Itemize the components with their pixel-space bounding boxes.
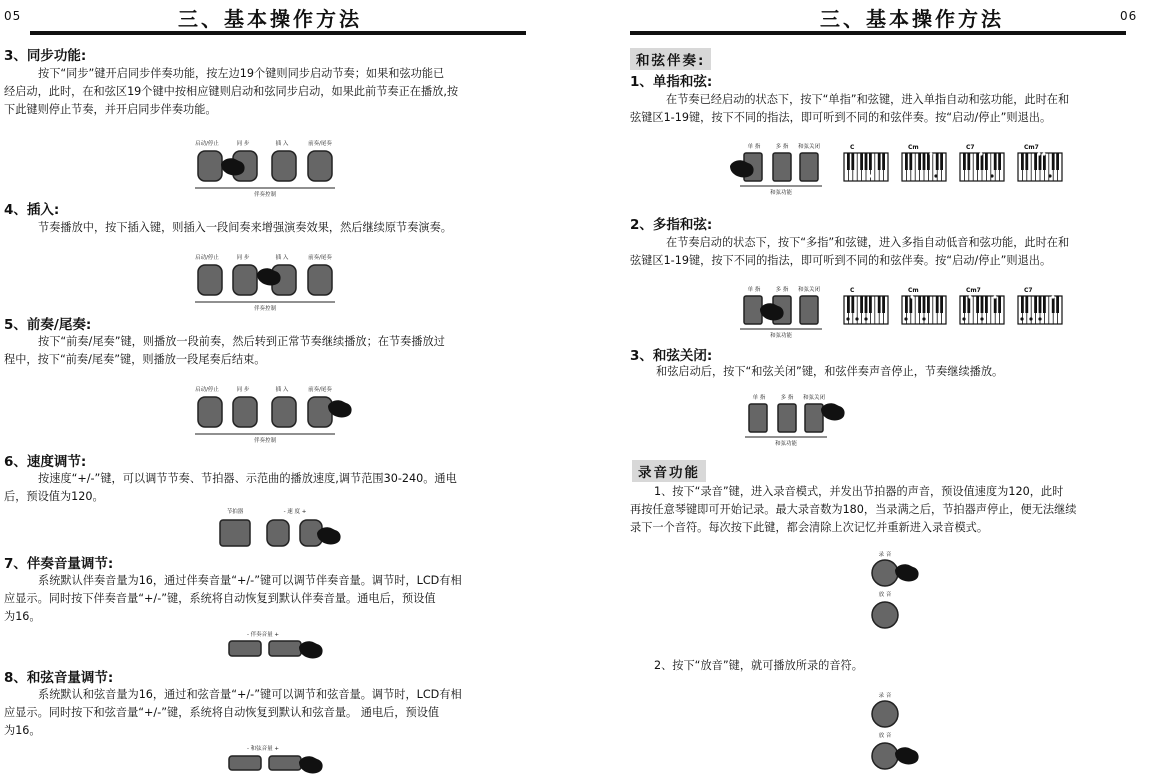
svg-text:单 指: 单 指 [752, 395, 766, 401]
svg-text:同 步: 同 步 [236, 387, 250, 393]
svg-text:伴奏控制: 伴奏控制 [253, 192, 277, 198]
play-button [872, 602, 898, 628]
header-rule [630, 31, 1126, 35]
svg-text:- 伴奏音量 +: - 伴奏音量 + [246, 632, 280, 638]
page-title: 三、基本操作方法 [820, 7, 1004, 31]
svg-text:Cm7: Cm7 [966, 287, 981, 294]
svg-text:插 入: 插 入 [275, 141, 289, 147]
section-heading: 7、伴奏音量调节: [4, 556, 114, 572]
section-text: 系统默认伴奏音量为16，通过伴奏音量“+/-”键可以调节伴奏音量。调节时，LCD有相 应显示。同时按下伴奏音量“+/-”键，系统将自动恢复到默认伴奏音量。通电后，预设值 为16。 [4, 574, 462, 623]
hand-icon [299, 756, 323, 773]
svg-text:多 指: 多 指 [780, 395, 794, 401]
svg-text:伴奏控制: 伴奏控制 [253, 306, 277, 312]
hand-icon [821, 403, 845, 420]
section-heading: 6、速度调节: [4, 454, 87, 470]
section-text: 在节奏启动的状态下，按下“多指”和弦键，进入多指自动低音和弦功能，此时在和 弦键区1-19键，按下不同的指法，即可听到不同的和弦伴奏。按“启动/停止”则退出。 [630, 236, 1070, 267]
svg-text:多 指: 多 指 [775, 287, 789, 293]
intro-ending-diagram [195, 384, 360, 446]
hand-icon [895, 747, 919, 764]
accomp-volume-down-button [229, 641, 261, 656]
section-heading: 2、多指和弦: [630, 217, 713, 233]
play-diagram [865, 689, 935, 778]
header-rule [30, 31, 526, 35]
section-heading: 5、前奏/尾奏: [4, 317, 92, 333]
chord-off-diagram [745, 391, 865, 449]
section-heading: 8、和弦音量调节: [4, 670, 114, 686]
svg-text:放 音: 放 音 [878, 733, 892, 739]
svg-text:单 指: 单 指 [747, 287, 761, 293]
right-page [620, 0, 1159, 778]
section-text: 节奏播放中，按下插入键，则插入一段间奏来增强演奏效果，然后继续原节奏演奏。 [38, 221, 452, 234]
hand-icon [299, 641, 323, 658]
left-page [0, 0, 540, 778]
svg-text:- 速 度 +: - 速 度 + [283, 509, 307, 515]
svg-text:启动/停止: 启动/停止 [195, 255, 219, 261]
record-diagram [865, 548, 935, 634]
section-heading: 4、插入: [4, 202, 60, 218]
svg-text:- 和弦音量 +: - 和弦音量 + [246, 746, 280, 752]
svg-text:和弦功能: 和弦功能 [769, 333, 793, 339]
svg-text:C: C [850, 287, 855, 294]
svg-text:Cm7: Cm7 [1024, 144, 1039, 151]
start-stop-button [198, 151, 222, 181]
chord-volume-down-button [229, 756, 261, 770]
svg-text:和弦关闭: 和弦关闭 [802, 395, 826, 401]
section-heading: 3、和弦关闭: [630, 348, 713, 364]
section-heading: 1、单指和弦: [630, 74, 713, 90]
svg-text:启动/停止: 启动/停止 [195, 387, 219, 393]
svg-text:C7: C7 [966, 144, 975, 151]
page-number: 06 [1120, 9, 1138, 23]
svg-text:和弦关闭: 和弦关闭 [797, 144, 821, 150]
svg-text:单 指: 单 指 [747, 144, 761, 150]
svg-text:Cm: Cm [908, 287, 919, 294]
page-title: 三、基本操作方法 [178, 7, 362, 31]
accomp-control-diagram [195, 138, 345, 200]
keyboard-icon [960, 153, 1004, 181]
section-heading: 3、同步功能: [4, 48, 87, 64]
svg-text:和弦功能: 和弦功能 [769, 190, 793, 196]
accomp-volume-diagram [225, 628, 335, 662]
svg-text:录 音: 录 音 [878, 693, 892, 699]
svg-text:同 步: 同 步 [236, 141, 250, 147]
tempo-diagram [215, 505, 355, 551]
section-text: 按下“前奏/尾奏”键，则播放一段前奏，然后转到正常节奏继续播放；在节奏播放过 程中，按下“前奏/尾奏”键，则播放一段尾奏后结束。 [4, 335, 445, 366]
svg-text:C: C [850, 144, 855, 151]
section-text: 在节奏已经启动的状态下，按下“单指”和弦键，进入单指自动和弦功能，此时在和 弦键区1-19键，按下不同的指法，即可听到不同的和弦伴奏。按“启动/停止”则退出。 [630, 93, 1070, 124]
play-text: 2、按下“放音”键，就可播放所录的音符。 [654, 659, 863, 672]
svg-text:节拍器: 节拍器 [226, 509, 244, 515]
section-text: 和弦启动后，按下“和弦关闭”键，和弦伴奏声音停止，节奏继续播放。 [656, 365, 1004, 378]
section-text: 按下“同步”键开启同步伴奏功能，按左边19个键则同步启动节奏；如果和弦功能已 经启动，此时，在和弦区19个键中按相应键则启动和弦同步启动，如果此前节奏正在播放,按 下此键则停止节奏，并开启同步伴奏功能。 [4, 67, 459, 116]
accomp-volume-up-button [269, 641, 301, 656]
svg-text:和弦功能: 和弦功能 [774, 441, 798, 447]
svg-text:伴奏控制: 伴奏控制 [253, 438, 277, 444]
svg-text:同 步: 同 步 [236, 255, 250, 261]
svg-text:启动/停止: 启动/停止 [195, 141, 219, 147]
metronome-button [220, 520, 250, 546]
svg-text:录 音: 录 音 [878, 552, 892, 558]
multi-finger-diagram [730, 283, 1100, 341]
record-function-label: 录音功能 [632, 460, 706, 482]
svg-text:插 入: 插 入 [275, 387, 289, 393]
svg-text:前奏/尾奏: 前奏/尾奏 [308, 141, 332, 147]
svg-text:多 指: 多 指 [775, 144, 789, 150]
single-finger-diagram [730, 140, 1100, 198]
chord-volume-diagram [225, 742, 335, 776]
record-text: 1、按下“录音”键，进入录音模式，并发出节拍器的声音，预设值速度为120，此时 再按任意琴键即可开始记录。最大录音数为180，当录满之后，节拍器声停止，便无法继续 录下一个音符。每次按下此键，都会清除上次记忆并重新进入录音模式。 [630, 485, 1077, 534]
svg-text:前奏/尾奏: 前奏/尾奏 [308, 387, 332, 393]
fill-button [272, 151, 296, 181]
keyboard-icon [902, 153, 946, 181]
tempo-down-button [267, 520, 289, 546]
keyboard-icon [844, 153, 888, 181]
intro-ending-button [308, 151, 332, 181]
svg-text:放 音: 放 音 [878, 592, 892, 598]
page-number: 05 [4, 9, 22, 23]
section-text: 按速度“+/-”键，可以调节节奏、节拍器、示范曲的播放速度,调节范围30-240。通电 后，预设值为120。 [4, 472, 457, 503]
hand-icon [895, 564, 919, 581]
chord-volume-up-button [269, 756, 301, 770]
svg-text:和弦关闭: 和弦关闭 [797, 287, 821, 293]
keyboard-icon [1018, 153, 1062, 181]
svg-text:C7: C7 [1024, 287, 1033, 294]
chord-accomp-label: 和弦伴奏: [630, 48, 711, 70]
fill-diagram [195, 252, 345, 314]
record-button [872, 560, 898, 586]
svg-text:Cm: Cm [908, 144, 919, 151]
section-text: 系统默认和弦音量为16，通过和弦音量“+/-”键可以调节和弦音量。调节时，LCD有相 应显示。同时按下和弦音量“+/-”键，系统将自动恢复到默认和弦音量。 通电后，预设值 为16。 [4, 688, 462, 737]
svg-text:前奏/尾奏: 前奏/尾奏 [308, 255, 332, 261]
svg-text:插 入: 插 入 [275, 255, 289, 261]
